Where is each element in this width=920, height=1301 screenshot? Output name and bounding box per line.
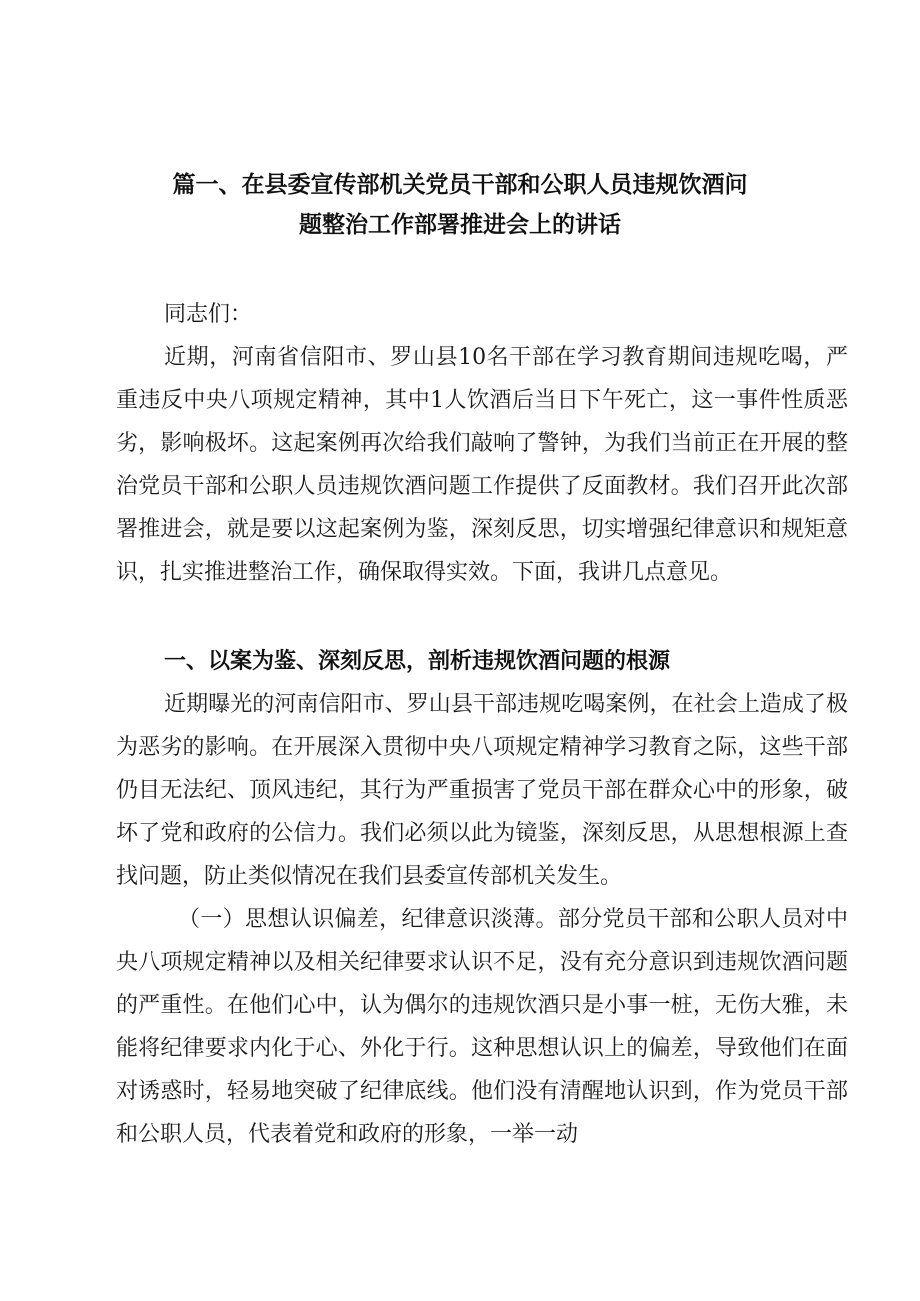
paragraph-intro: 近期，河南省信阳市、罗山县10名干部在学习教育期间违规吃喝，严重违反中央八项规定精神，其中1人饮酒后当日下午死亡，这一事件性质恶劣，影响极坏。这起案例再次给我们敲响了警钟，为我们当前正在开展的整治党员干部和公职人员违规饮酒问题工作提供了反面教材。我们召开此次部署推进会，就是要以这起案例为鉴，深刻反思，切实增强纪律意识和规矩意识，扎实推进整治工作，确保取得实效。下面，我讲几点意见。	[116, 345, 848, 585]
paragraph-subsection-1: （一）思想认识偏差，纪律意识淡薄。部分党员干部和公职人员对中央八项规定精神以及相关纪律要求认识不足，没有充分意识到违规饮酒问题的严重性。在他们心中，认为偶尔的违规饮酒只是小事一桩，无伤大雅，未能将纪律要求内化于心、外化于行。这种思想认识上的偏差，导致他们在面对诱惑时，轻易地突破了纪律底线。他们没有清醒地认识到，作为党员干部和公职人员，代表着党和政府的形象，一举一动	[116, 907, 848, 1147]
paragraph-section-1: 近期曝光的河南信阳市、罗山县干部违规吃喝案例，在社会上造成了极为恶劣的影响。在开展深入贯彻中央八项规定精神学习教育之际，这些干部仍目无法纪、顶风违纪，其行为严重损害了党员干部在群众心中的形象，破坏了党和政府的公信力。我们必须以此为镜鉴，深刻反思，从思想根源上查找问题，防止类似情况在我们县委宣传部机关发生。	[116, 692, 848, 889]
greeting: 同志们：	[164, 302, 253, 327]
document-title-line-1: 篇一、在县委宣传部机关党员干部和公职人员违规饮酒问	[172, 172, 748, 198]
section-heading-1: 一、以案为鉴、深刻反思，剖析违规饮酒问题的根源	[164, 649, 671, 674]
document-title-line-2: 题整治工作部署推进会上的讲话	[299, 212, 621, 238]
